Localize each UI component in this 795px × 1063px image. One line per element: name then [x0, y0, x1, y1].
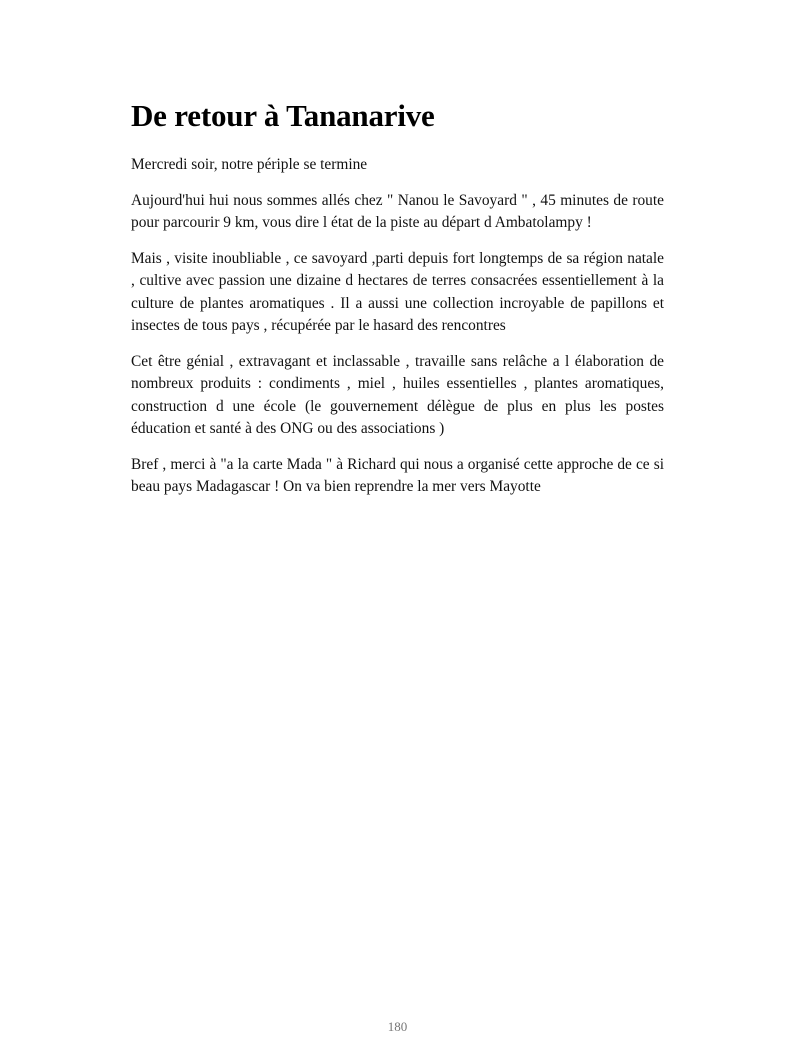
paragraph-savoyard: Mais , visite inoubliable , ce savoyard ,parti depuis fort longtemps de sa région natale , cultive avec passion une dizaine d hectares de terres consacrées essentiellement à la culture de plantes aromatiques . Il a aussi une collection incroyable de papillons et insectes de tous pays , récupérée par le hasard des rencontres: [131, 249, 664, 334]
document-page: [131, 96, 664, 512]
page-title: De retour à Tananarive: [131, 98, 435, 133]
page-number: 180: [387, 1019, 408, 1034]
paragraph-thanks: Bref , merci à "a la carte Mada " à Richard qui nous a organisé cette approche de ce si beau pays Madagascar ! On va bien reprendre la mer vers Mayotte: [131, 455, 664, 495]
paragraph-intro: Mercredi soir, notre périple se termine: [131, 156, 368, 173]
paragraph-visit: Aujourd'hui hui nous sommes allés chez " Nanou le Savoyard " , 45 minutes de route pour parcourir 9 km, vous dire l état de la piste au départ d Ambatolampy !: [131, 191, 664, 231]
paragraph-production: Cet être génial , extravagant et inclassable , travaille sans relâche a l élaboration de nombreux produits : condiments , miel , huiles essentielles , plantes aromatiques, construction d une école (le gouvernement délègue de plus en plus les postes éducation et santé à des ONG ou des associations ): [131, 352, 664, 437]
